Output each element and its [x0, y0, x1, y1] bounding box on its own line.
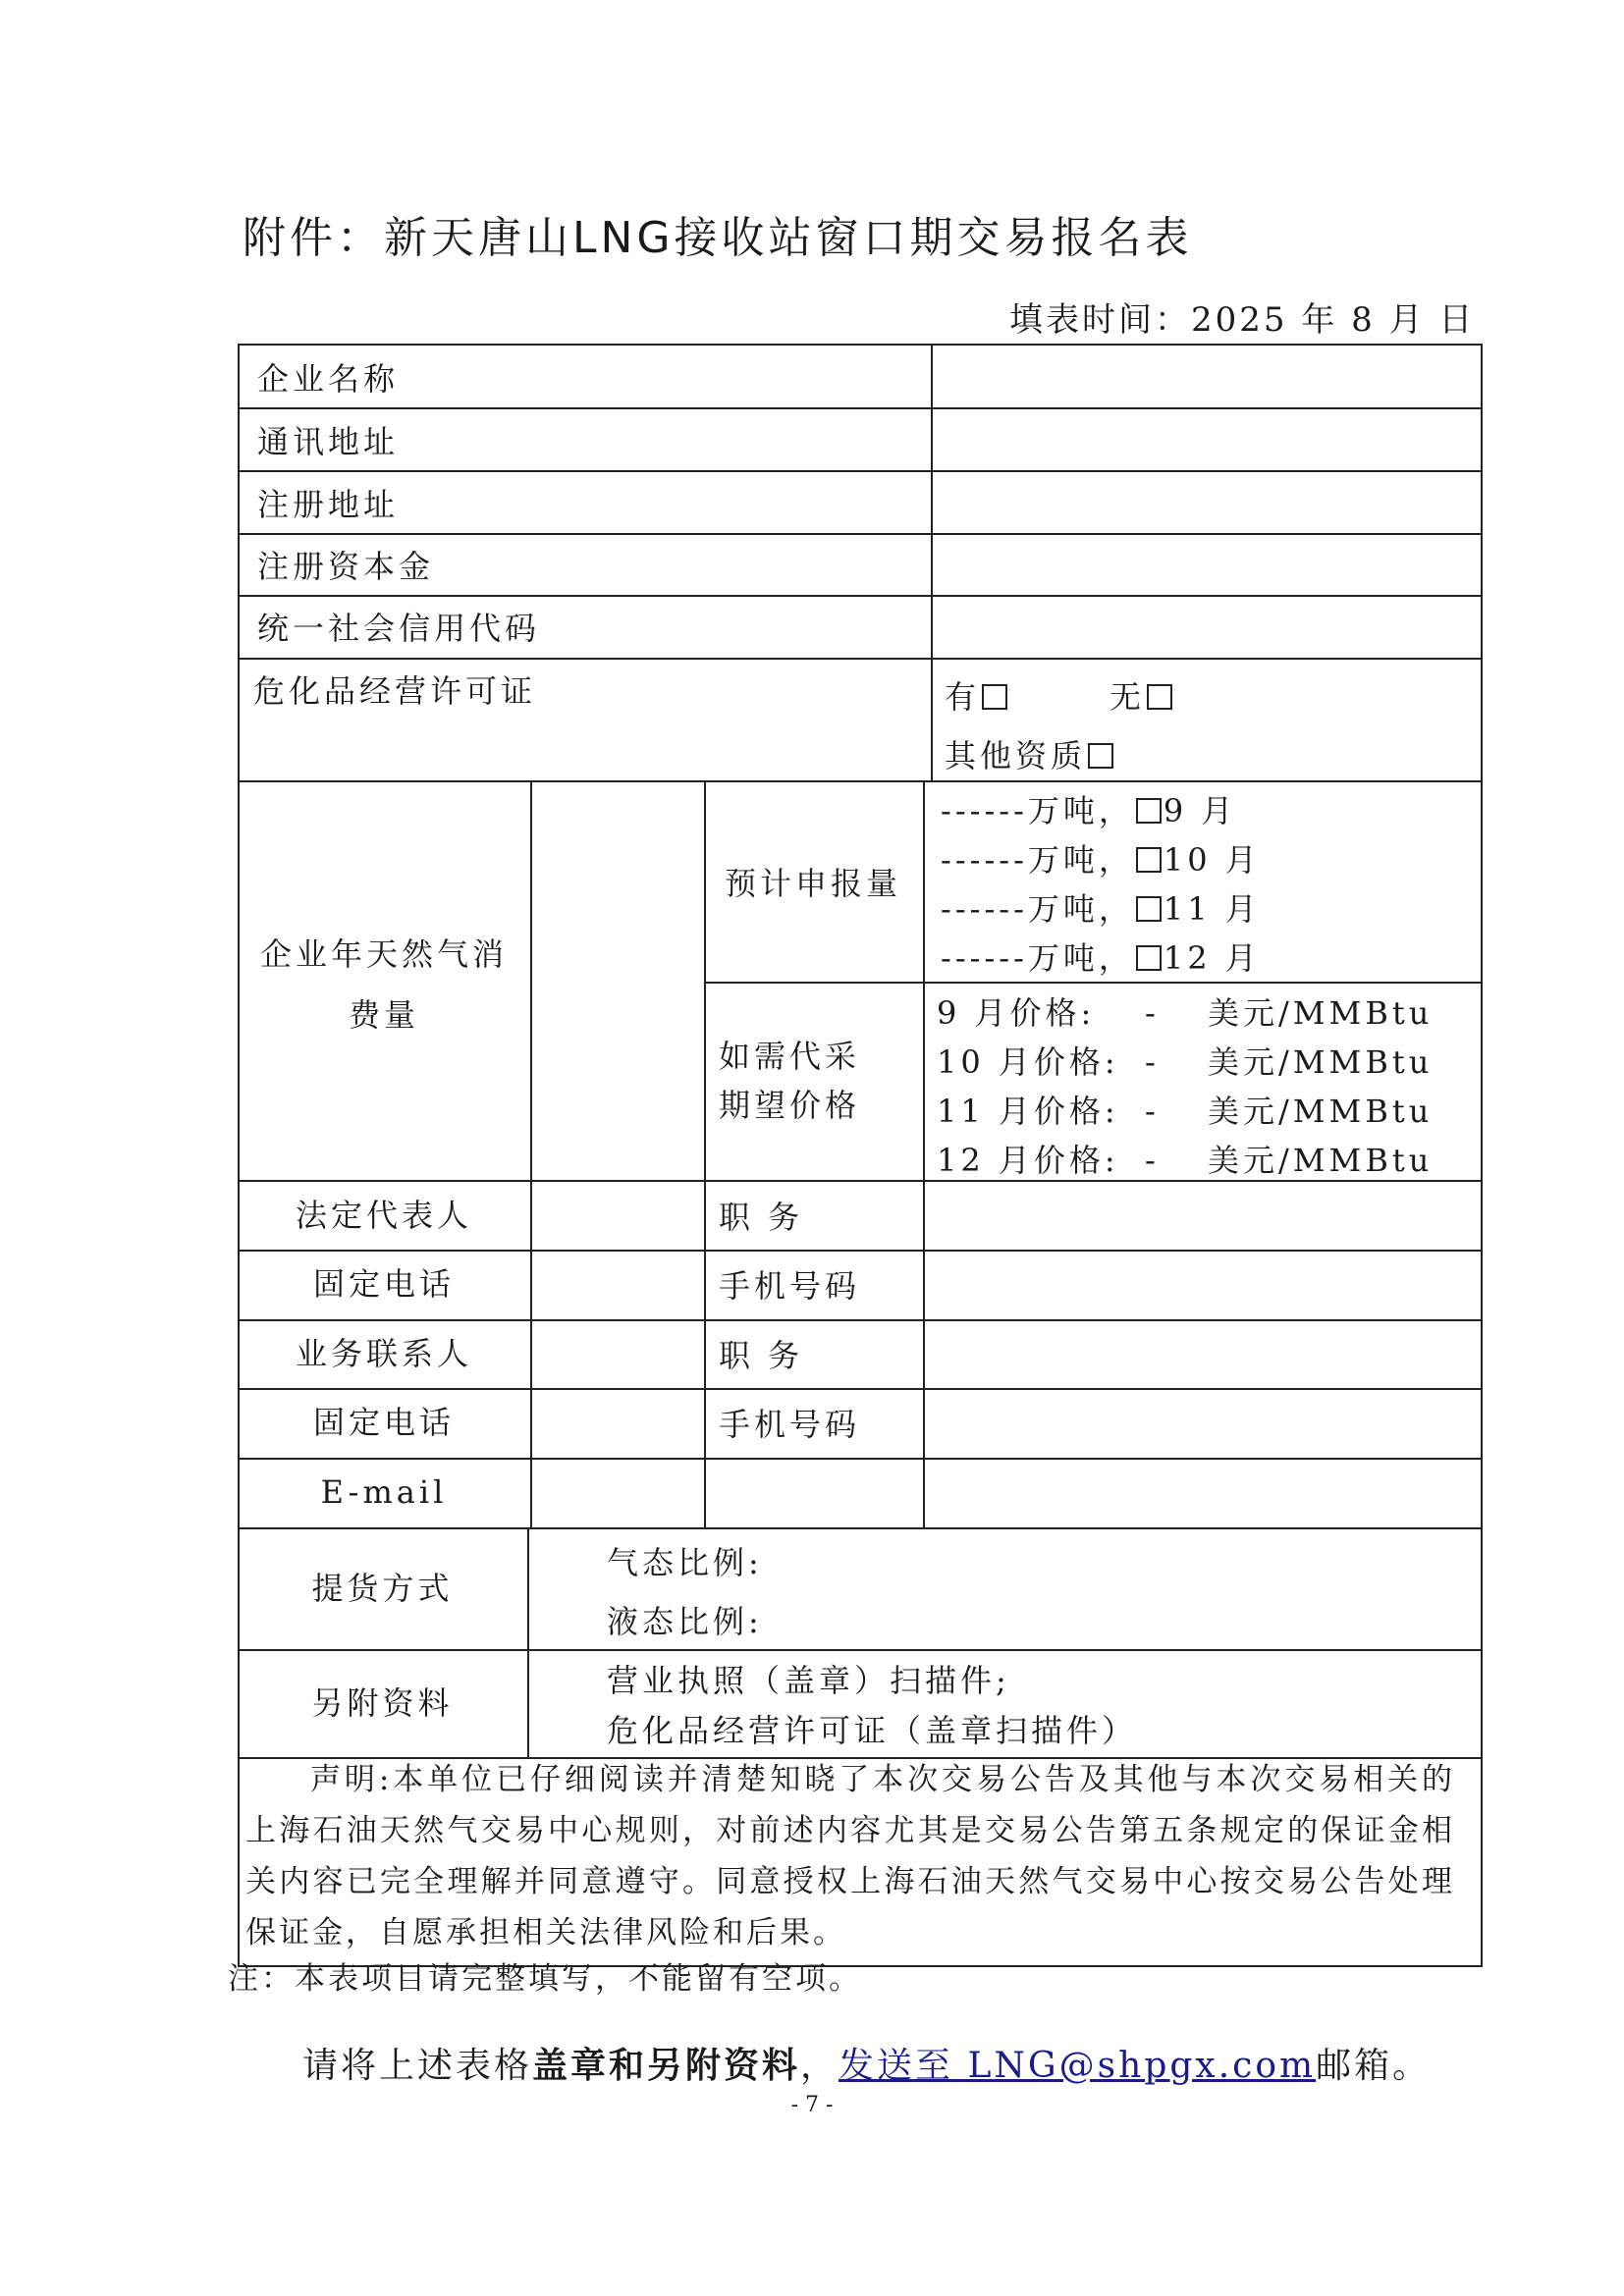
page-number: - 7 - — [790, 2093, 834, 2117]
price-month: 12 月价格: — [937, 1142, 1119, 1179]
volume-blank[interactable]: ------ — [941, 890, 1028, 928]
volume-month: 9 月 — [1163, 792, 1237, 829]
license-yes-option[interactable] — [945, 677, 1009, 717]
hazmat-license-label: 危化品经营许可证 — [253, 672, 537, 710]
attachment-item-1: 营业执照（盖章）扫描件; — [607, 1662, 1010, 1699]
price-month: 9 月价格: — [937, 994, 1096, 1032]
price-value[interactable]: - — [1145, 994, 1160, 1032]
license-yes-label: 有 — [945, 678, 981, 716]
divider — [238, 344, 1483, 346]
license-other-label: 其他资质 — [945, 737, 1087, 774]
mail-address-label: 通讯地址 — [257, 423, 400, 460]
reg-address-label: 注册地址 — [257, 486, 400, 523]
price-value[interactable]: - — [1145, 1043, 1160, 1081]
statement-text: 本单位已仔细阅读并清楚知晓了本次交易公告及其他与本次交易相关的上海石油天然气交易中心规则，对前述内容尤其是交易公告第五条规定的保证金相关内容已完全理解并同意遵守。同意授权上海石油天然气交易中心按交易公告处理保证金，自愿承担相关法律风险和后果。 — [245, 1762, 1455, 1950]
statement — [245, 1754, 1455, 1958]
price-unit: 美元/MMBtu — [1208, 1093, 1434, 1130]
divider — [704, 780, 706, 1527]
volume-row-9[interactable] — [941, 791, 1236, 830]
divider — [238, 1649, 1483, 1651]
attachment-item-2: 危化品经营许可证（盖章扫描件） — [607, 1712, 1138, 1749]
divider — [238, 1180, 1483, 1182]
mobile-label-2: 手机号码 — [719, 1406, 861, 1443]
divider — [238, 1388, 1483, 1390]
price-unit: 美元/MMBtu — [1208, 1043, 1434, 1081]
price-row-12[interactable] — [937, 1141, 1487, 1180]
volume-month: 10 月 — [1163, 841, 1261, 879]
divider — [238, 658, 1483, 660]
license-other-option[interactable] — [945, 736, 1115, 775]
divider — [238, 407, 1483, 409]
volume-label: 预计申报量 — [725, 865, 902, 902]
month-checkbox[interactable] — [1136, 798, 1162, 824]
volume-blank[interactable]: ------ — [941, 841, 1028, 879]
volume-unit: 万吨， — [1027, 841, 1134, 879]
email-link[interactable]: 发送至 LNG@shpgx.com — [839, 2046, 1317, 2086]
delivery-label: 提货方式 — [311, 1570, 454, 1607]
price-label-line1: 如需代采 — [719, 1038, 861, 1075]
reg-capital-label: 注册资本金 — [257, 548, 435, 585]
price-row-11[interactable] — [937, 1092, 1487, 1131]
price-unit: 美元/MMBtu — [1208, 994, 1434, 1032]
volume-unit: 万吨， — [1027, 792, 1134, 829]
divider — [238, 780, 1483, 782]
price-row-10[interactable] — [937, 1042, 1487, 1082]
mobile-label-1: 手机号码 — [719, 1267, 861, 1305]
legal-rep-label: 法定代表人 — [295, 1197, 472, 1234]
credit-code-label: 统一社会信用代码 — [257, 610, 541, 647]
landline-label-2: 固定电话 — [312, 1404, 455, 1441]
license-no-checkbox[interactable] — [1147, 684, 1172, 710]
divider — [238, 1319, 1483, 1321]
divider — [931, 344, 933, 780]
divider — [530, 780, 532, 1527]
divider — [238, 1458, 1483, 1460]
divider — [238, 533, 1483, 535]
volume-row-11[interactable] — [941, 889, 1261, 929]
divider — [238, 1250, 1483, 1252]
volume-blank[interactable]: ------ — [941, 939, 1028, 977]
send-instruction — [302, 2038, 1431, 2088]
price-label — [719, 1037, 860, 1125]
month-checkbox[interactable] — [1136, 847, 1162, 873]
volume-unit: 万吨， — [1027, 939, 1134, 977]
price-value[interactable]: - — [1145, 1093, 1160, 1130]
price-row-9[interactable] — [937, 993, 1487, 1033]
divider — [238, 595, 1483, 597]
gas-ratio-label: 气态比例: — [607, 1544, 763, 1581]
volume-month: 11 月 — [1163, 890, 1261, 928]
gas-consumption-label — [238, 934, 530, 1035]
send-comma: ， — [800, 2046, 839, 2086]
divider — [704, 982, 1483, 984]
volume-row-12[interactable] — [941, 938, 1261, 978]
price-unit: 美元/MMBtu — [1208, 1142, 1434, 1179]
volume-unit: 万吨， — [1027, 890, 1134, 928]
license-yes-checkbox[interactable] — [982, 684, 1007, 710]
statement-label: 声明: — [310, 1762, 393, 1797]
send-bold: 盖章和另附资料 — [532, 2045, 801, 2086]
position-label-1: 职 务 — [719, 1199, 804, 1236]
position-label-2: 职 务 — [719, 1337, 804, 1374]
divider — [923, 780, 925, 1527]
month-checkbox[interactable] — [1136, 945, 1162, 971]
divider — [238, 1527, 1483, 1529]
license-no-label: 无 — [1110, 678, 1146, 716]
volume-month: 12 月 — [1163, 939, 1261, 977]
gas-label-line1: 企业年天然气消 — [259, 935, 508, 973]
license-other-checkbox[interactable] — [1088, 743, 1113, 769]
form-title: 附件：新天唐山LNG接收站窗口期交易报名表 — [243, 213, 1193, 263]
divider — [527, 1527, 529, 1757]
divider — [238, 470, 1483, 472]
email-label: E-mail — [320, 1473, 448, 1511]
send-prefix: 请将上述表格 — [302, 2046, 533, 2086]
form-note: 注：本表项目请完整填写，不能留有空项。 — [228, 1961, 862, 1997]
send-suffix: 邮箱。 — [1316, 2046, 1432, 2086]
price-value[interactable]: - — [1145, 1142, 1160, 1179]
volume-row-10[interactable] — [941, 840, 1261, 880]
price-month: 11 月价格: — [937, 1093, 1119, 1130]
volume-blank[interactable]: ------ — [941, 792, 1028, 829]
license-no-option[interactable] — [1110, 677, 1174, 717]
biz-contact-label: 业务联系人 — [295, 1335, 472, 1372]
price-month: 10 月价格: — [937, 1043, 1119, 1081]
fill-date: 填表时间：2025 年 8 月 日 — [1009, 300, 1476, 340]
attachments-label: 另附资料 — [311, 1684, 454, 1722]
company-name-label: 企业名称 — [257, 360, 400, 398]
gas-label-line2: 费量 — [348, 996, 419, 1034]
landline-label-1: 固定电话 — [312, 1265, 455, 1303]
month-checkbox[interactable] — [1136, 896, 1162, 922]
liquid-ratio-label: 液态比例: — [607, 1603, 763, 1640]
price-label-line2: 期望价格 — [719, 1087, 861, 1124]
